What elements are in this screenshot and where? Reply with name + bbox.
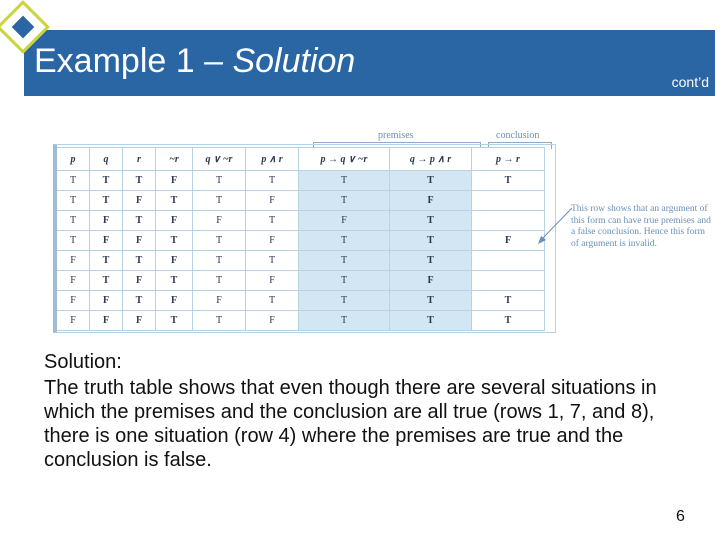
table-cell: T	[90, 191, 123, 211]
table-row	[57, 211, 545, 231]
table-cell: T	[472, 311, 545, 331]
table-cell: F	[90, 291, 123, 311]
table-cell: T	[299, 291, 390, 311]
table-cell: F	[123, 271, 156, 291]
table-cell: T	[246, 211, 299, 231]
table-cell: T	[193, 171, 246, 191]
table-row	[57, 191, 545, 211]
solution-heading: Solution:	[44, 351, 122, 373]
table-cell: T	[123, 211, 156, 231]
table-cell: T	[156, 191, 193, 211]
table-cell: F	[193, 291, 246, 311]
table-cell: T	[390, 171, 472, 191]
contd-label: cont’d	[671, 74, 709, 90]
table-cell: F	[246, 311, 299, 331]
table-cell: F	[156, 251, 193, 271]
table-cell: T	[123, 291, 156, 311]
table-cell: F	[299, 211, 390, 231]
conclusion-label: conclusion	[496, 130, 540, 141]
table-cell: F	[123, 191, 156, 211]
table-cell: T	[472, 291, 545, 311]
table-cell: T	[246, 251, 299, 271]
table-cell: T	[90, 251, 123, 271]
table-cell: T	[390, 211, 472, 231]
column-header: p → r	[472, 148, 545, 171]
table-cell: T	[90, 171, 123, 191]
table-row	[57, 311, 545, 331]
table-cell: T	[193, 251, 246, 271]
table-header-row	[57, 148, 545, 171]
column-header: p	[57, 148, 90, 171]
table-cell: T	[390, 231, 472, 251]
table-cell: T	[156, 311, 193, 331]
table-body	[57, 171, 545, 331]
table-cell: F	[57, 271, 90, 291]
table-cell: T	[57, 171, 90, 191]
table-cell: F	[472, 231, 545, 251]
table-cell: T	[57, 191, 90, 211]
column-header: p ∧ r	[246, 148, 299, 171]
table-cell: T	[299, 311, 390, 331]
table-cell: T	[193, 271, 246, 291]
table-cell: T	[299, 191, 390, 211]
table-cell: T	[156, 271, 193, 291]
slide-title	[34, 42, 355, 81]
column-header: q → p ∧ r	[390, 148, 472, 171]
title-bar	[24, 30, 715, 96]
table-cell: F	[123, 311, 156, 331]
table-cell: F	[123, 231, 156, 251]
solution-block	[44, 350, 694, 472]
table-cell: F	[156, 291, 193, 311]
table-cell: T	[390, 311, 472, 331]
table-cell: T	[390, 251, 472, 271]
table-cell: F	[156, 211, 193, 231]
solution-body: The truth table shows that even though there are several situations in which the premises and the conclusion are all true (rows 1, 7, and 8), there is one situation (row 4) where the premises are true and the conclusion is false.	[44, 377, 657, 471]
diamond-inner	[12, 16, 35, 39]
table-cell: T	[390, 291, 472, 311]
column-header: q ∨ ~r	[193, 148, 246, 171]
table-cell: T	[299, 231, 390, 251]
table-cell: T	[90, 271, 123, 291]
column-header: p → q ∨ ~r	[299, 148, 390, 171]
note-arrow-icon	[530, 205, 575, 250]
table-cell: T	[156, 231, 193, 251]
table-cell: F	[57, 311, 90, 331]
column-header: r	[123, 148, 156, 171]
page-number: 6	[676, 508, 685, 525]
table-cell: T	[123, 171, 156, 191]
table-cell: T	[299, 171, 390, 191]
table-cell: F	[390, 191, 472, 211]
table-cell: T	[246, 171, 299, 191]
table-cell: F	[390, 271, 472, 291]
table-cell: F	[246, 231, 299, 251]
column-header: q	[90, 148, 123, 171]
table-cell: F	[57, 291, 90, 311]
invalid-row-note: This row shows that an argument of this form can have true premises and a false conclusion. Hence this form of argument is invalid.	[571, 204, 711, 249]
title-main: Example 1 –	[34, 42, 233, 80]
table-cell: T	[193, 191, 246, 211]
table-row	[57, 171, 545, 191]
premises-label: premises	[378, 130, 414, 141]
table-cell: T	[193, 231, 246, 251]
table-cell: F	[57, 251, 90, 271]
table-cell: F	[193, 211, 246, 231]
table-row	[57, 251, 545, 271]
table-cell	[472, 271, 545, 291]
table-cell: T	[472, 171, 545, 191]
table-cell: T	[57, 231, 90, 251]
table-cell: T	[299, 251, 390, 271]
table-cell: T	[299, 271, 390, 291]
table-cell: T	[193, 311, 246, 331]
table-cell: F	[90, 211, 123, 231]
column-header: ~r	[156, 148, 193, 171]
table-cell: F	[156, 171, 193, 191]
table-cell: F	[90, 311, 123, 331]
table-cell: F	[246, 271, 299, 291]
table-row	[57, 291, 545, 311]
table-row	[57, 271, 545, 291]
truth-table	[56, 147, 545, 331]
table-cell: T	[123, 251, 156, 271]
table-cell	[472, 251, 545, 271]
table-cell: F	[246, 191, 299, 211]
table-cell: F	[90, 231, 123, 251]
title-italic: Solution	[232, 42, 356, 80]
table-cell: T	[57, 211, 90, 231]
table-row	[57, 231, 545, 251]
table-cell: T	[246, 291, 299, 311]
